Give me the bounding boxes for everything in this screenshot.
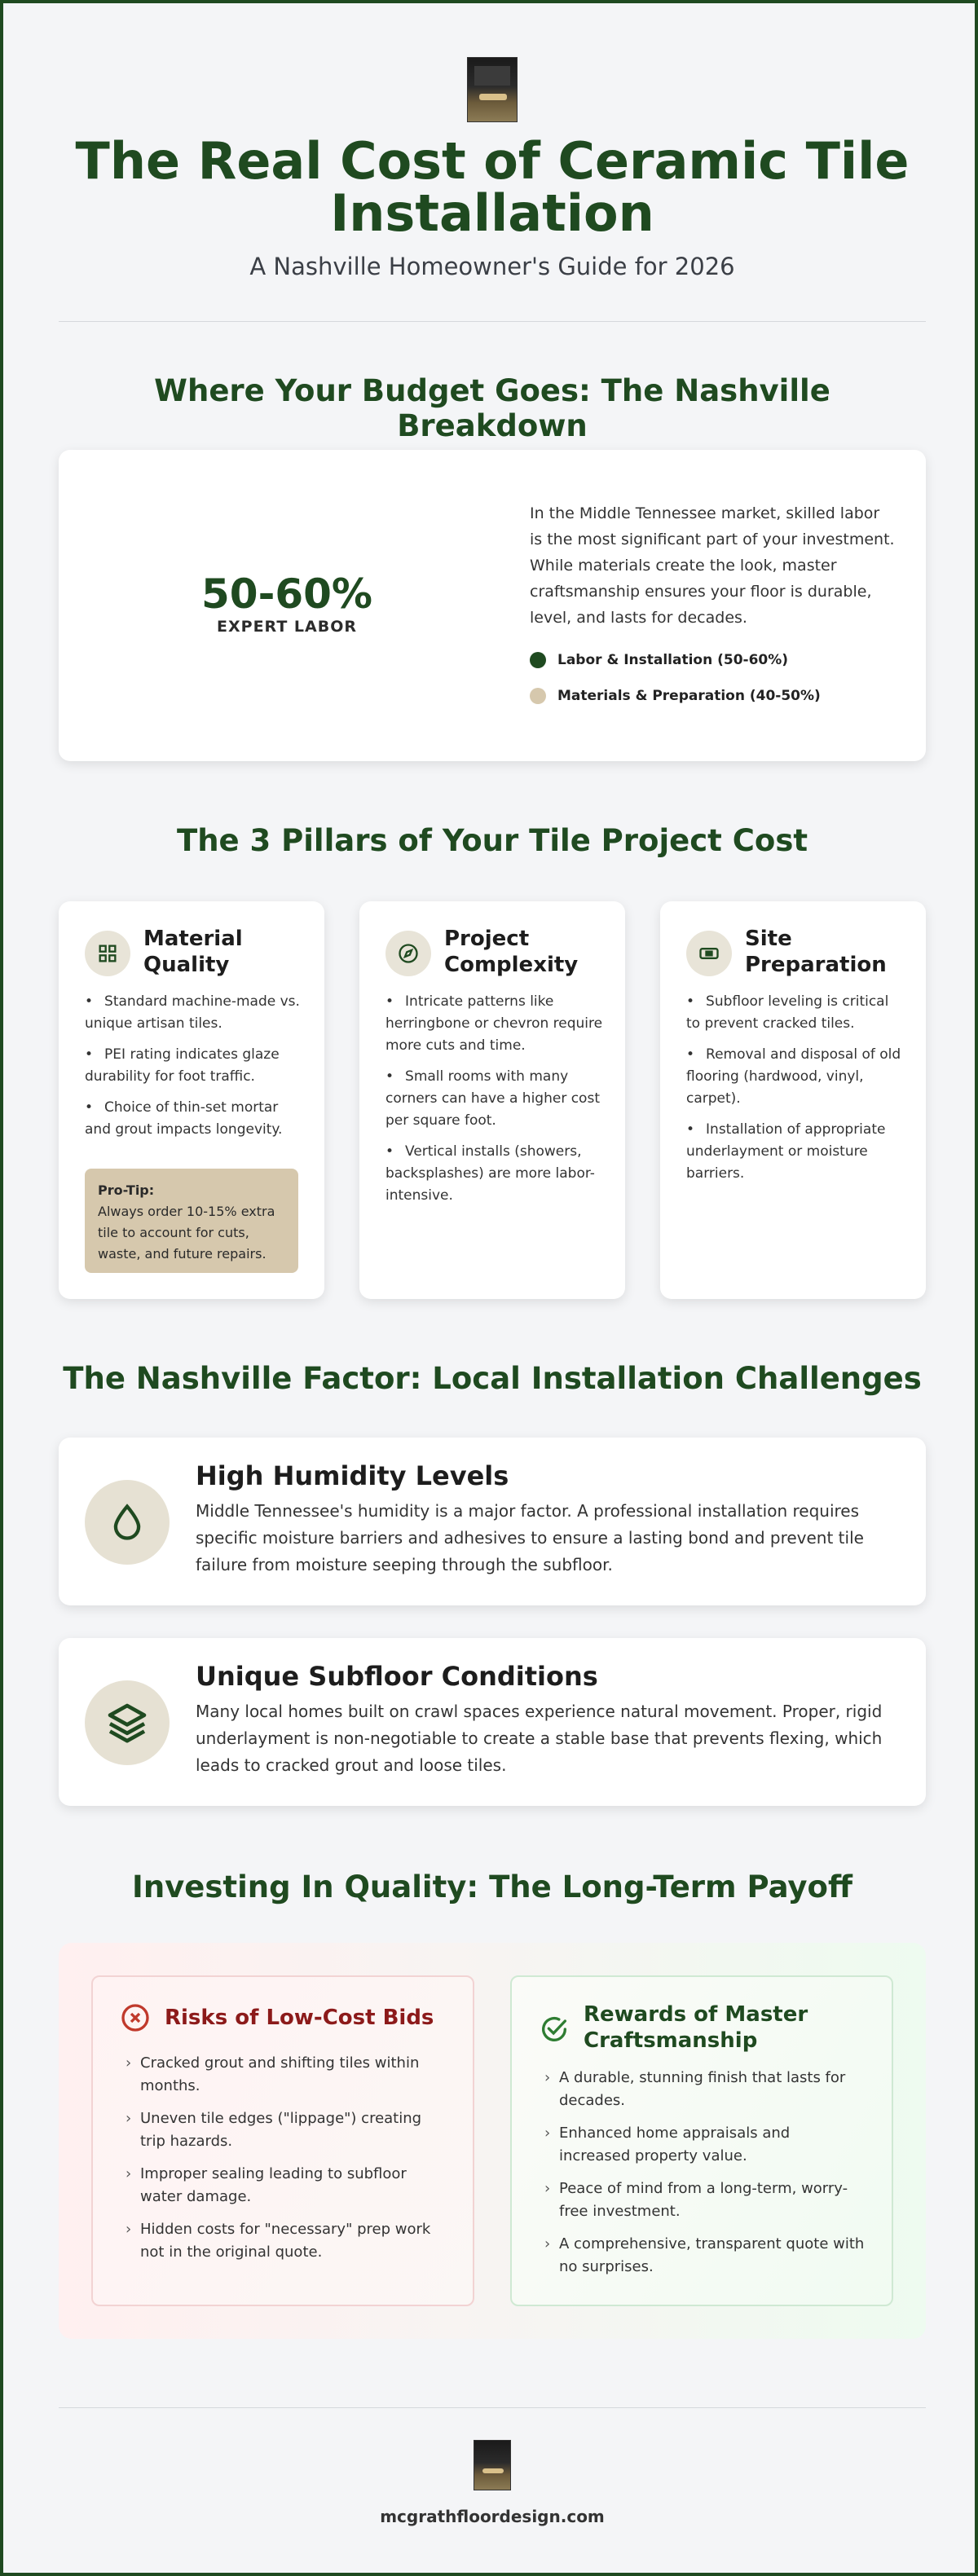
divider: [59, 321, 926, 322]
labor-stat: [59, 572, 515, 636]
pro-tip-text: Always order 10-15% extra tile to account for cuts, waste, and future repairs.: [98, 1204, 275, 1262]
x-circle-icon: [119, 2001, 152, 2034]
list-item: • PEI rating indicates glaze durability for foot traffic.: [85, 1044, 305, 1088]
factor-title: High Humidity Levels: [196, 1460, 509, 1491]
list-item: › Uneven tile edges ("lippage") creating trip hazards.: [129, 2107, 447, 2153]
list-item: • Standard machine-made vs. unique artisan tiles.: [85, 991, 305, 1035]
factor-card-humidity: [59, 1438, 926, 1605]
list-item: • Choice of thin-set mortar and grout impacts longevity.: [85, 1097, 305, 1141]
pro-tip-title: Pro-Tip:: [98, 1182, 155, 1198]
legend-label-labor: Labor & Installation (50-60%): [557, 652, 789, 668]
risks-card: [91, 1975, 474, 2306]
layers-icon: [85, 1680, 170, 1765]
pillar-bullet-list: [686, 991, 906, 1194]
factor-text: Many local homes built on crawl spaces experience natural movement. Proper, rigid underlayment is non-negotiable to create a stable base that prevents flexing, which leads to cracked grout and loose tiles.: [196, 1702, 883, 1775]
labor-stat-value: 50-60%: [200, 570, 372, 618]
rewards-card: [510, 1975, 893, 2306]
list-item: • Removal and disposal of old flooring (hardwood, vinyl, carpet).: [686, 1044, 906, 1110]
factor-text: Middle Tennessee's humidity is a major factor. A professional installation requires specific moisture barriers and adhesives to ensure a lasting bond and prevent tile failure from moisture seeping through the subfloor.: [196, 1501, 864, 1574]
legend-label-materials: Materials & Preparation (40-50%): [557, 688, 821, 704]
investing-heading: Investing In Quality: The Long-Term Payoff: [132, 1869, 852, 1904]
budget-card: [59, 450, 926, 761]
list-item: › A durable, stunning finish that lasts for decades.: [548, 2067, 866, 2112]
legend-dot-materials: [530, 688, 546, 704]
investing-panel: [59, 1943, 926, 2339]
risks-title: Risks of Low-Cost Bids: [165, 2006, 434, 2030]
page-title: The Real Cost of Ceramic Tile Installation: [75, 131, 910, 243]
pro-tip-box: [85, 1169, 298, 1273]
rewards-title: Rewards of Master Craftsmanship: [584, 2002, 808, 2053]
legend-dot-labor: [530, 652, 546, 668]
labor-stat-label: EXPERT LABOR: [217, 618, 357, 636]
pillar-card-material: [59, 901, 324, 1299]
list-item: › Improper sealing leading to subfloor water damage.: [129, 2163, 447, 2208]
risks-list: [129, 2052, 447, 2274]
factor-card-subfloor: [59, 1638, 926, 1806]
divider: [59, 2407, 926, 2408]
pillar-title: Material Quality: [143, 927, 243, 977]
list-item: • Subfloor leveling is critical to prevent cracked tiles.: [686, 991, 906, 1035]
list-item: • Small rooms with many corners can have a higher cost per square foot.: [385, 1066, 606, 1132]
legend-item-labor: [530, 652, 788, 668]
budget-description: In the Middle Tennessee market, skilled labor is the most significant part of your investment. While materials create the look, master craftsmanship ensures your floor is durable, level, and lasts for decades.: [530, 504, 895, 627]
list-item: • Installation of appropriate underlayment or moisture barriers.: [686, 1119, 906, 1185]
pillar-bullet-list: [85, 991, 305, 1150]
pillar-card-complexity: [359, 901, 625, 1299]
list-item: › Hidden costs for "necessary" prep work not in the original quote.: [129, 2218, 447, 2264]
list-item: › Peace of mind from a long-term, worry-free investment.: [548, 2177, 866, 2223]
pillar-title: Site Preparation: [745, 927, 887, 977]
check-circle-icon: [538, 2013, 570, 2045]
factor-heading: The Nashville Factor: Local Installation Challenges: [63, 1361, 922, 1396]
list-item: › Cracked grout and shifting tiles within months.: [129, 2052, 447, 2098]
footer-logo-image: [474, 2440, 511, 2490]
legend-item-materials: [530, 688, 821, 704]
website-link[interactable]: mcgrathfloordesign.com: [380, 2507, 605, 2526]
grid-icon: [85, 931, 130, 976]
list-item: • Intricate patterns like herringbone or chevron require more cuts and time.: [385, 991, 606, 1057]
pillar-bullet-list: [385, 991, 606, 1216]
rewards-list: [548, 2067, 866, 2288]
ticket-icon: [686, 931, 732, 976]
list-item: › A comprehensive, transparent quote with no surprises.: [548, 2233, 866, 2279]
brand-logo-image: [467, 57, 518, 122]
page-subtitle: A Nashville Homeowner's Guide for 2026: [249, 253, 735, 280]
list-item: › Enhanced home appraisals and increased property value.: [548, 2122, 866, 2168]
budget-heading: Where Your Budget Goes: The Nashville Breakdown: [154, 373, 830, 443]
list-item: • Vertical installs (showers, backsplashes) are more labor-intensive.: [385, 1141, 606, 1207]
compass-icon: [385, 931, 431, 976]
droplet-icon: [85, 1480, 170, 1565]
pillar-card-preparation: [660, 901, 926, 1299]
pillars-heading: The 3 Pillars of Your Tile Project Cost: [176, 823, 808, 858]
factor-title: Unique Subfloor Conditions: [196, 1661, 598, 1692]
pillar-title: Project Complexity: [444, 927, 579, 977]
